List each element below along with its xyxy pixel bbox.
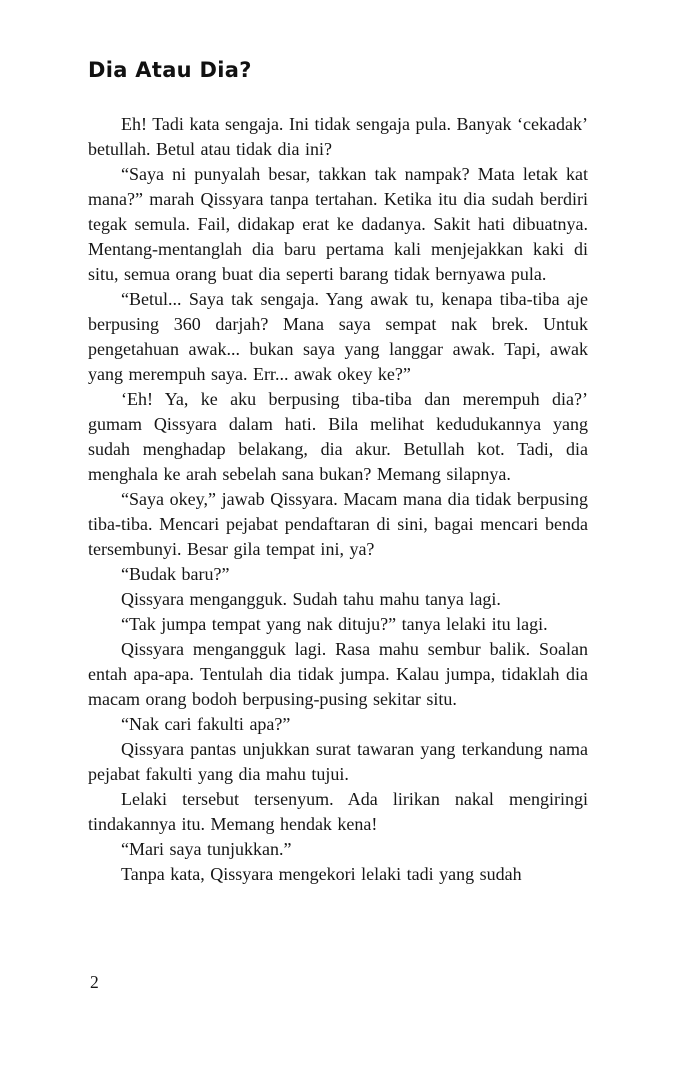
paragraph: “Saya okey,” jawab Qissyara. Macam mana dia tidak berpusing tiba-tiba. Mencari pejabat pendaftaran di sini, bagai mencari benda tersembunyi. Besar gila tempat ini, ya?: [88, 489, 588, 559]
paragraph: Qissyara pantas unjukkan surat tawaran yang terkandung nama pejabat fakulti yang dia mahu tujui.: [88, 739, 588, 784]
paragraph: Tanpa kata, Qissyara mengekori lelaki tadi yang sudah: [121, 864, 522, 884]
chapter-title: Dia Atau Dia?: [88, 58, 252, 82]
paragraph: Qissyara mengangguk lagi. Rasa mahu sembur balik. Soalan entah apa-apa. Tentulah dia tidak jumpa. Kalau jumpa, tidaklah dia macam orang bodoh berpusing-pusing sekitar situ.: [88, 639, 588, 709]
paragraph: “Tak jumpa tempat yang nak dituju?” tanya lelaki itu lagi.: [121, 614, 548, 634]
paragraph: “Nak cari fakulti apa?”: [121, 714, 291, 734]
paragraph: “Mari saya tunjukkan.”: [121, 839, 292, 859]
paragraph: Eh! Tadi kata sengaja. Ini tidak sengaja pula. Banyak ‘cekadak’ betullah. Betul atau tidak dia ini?: [88, 114, 588, 159]
paragraph: “Betul... Saya tak sengaja. Yang awak tu, kenapa tiba-tiba aje berpusing 360 darjah? Mana saya sempat nak brek. Untuk pengetahuan awak... bukan saya yang langgar awak. Tapi, awak yang merempuh saya. Err... awak okey ke?”: [88, 289, 588, 384]
paragraph: ‘Eh! Ya, ke aku berpusing tiba-tiba dan merempuh dia?’ gumam Qissyara dalam hati. Bila melihat kedudukannya yang sudah menghadap belakang, dia akur. Betullah kot. Tadi, dia menghala ke arah sebelah sana bukan? Memang silapnya.: [88, 389, 588, 484]
paragraph: Qissyara mengangguk. Sudah tahu mahu tanya lagi.: [121, 589, 501, 609]
paragraph: “Budak baru?”: [121, 564, 230, 584]
body-text: [88, 112, 588, 887]
page-number: 2: [90, 972, 99, 992]
paragraph: Lelaki tersebut tersenyum. Ada lirikan nakal mengiringi tindakannya itu. Memang hendak kena!: [88, 789, 588, 834]
paragraph: “Saya ni punyalah besar, takkan tak nampak? Mata letak kat mana?” marah Qissyara tanpa tertahan. Ketika itu dia sudah berdiri tegak semula. Fail, didakap erat ke dadanya. Sakit hati dibuatnya. Mentang-mentanglah dia baru pertama kali menjejakkan kaki di situ, semua orang buat dia seperti barang tidak bernyawa pula.: [88, 164, 588, 284]
